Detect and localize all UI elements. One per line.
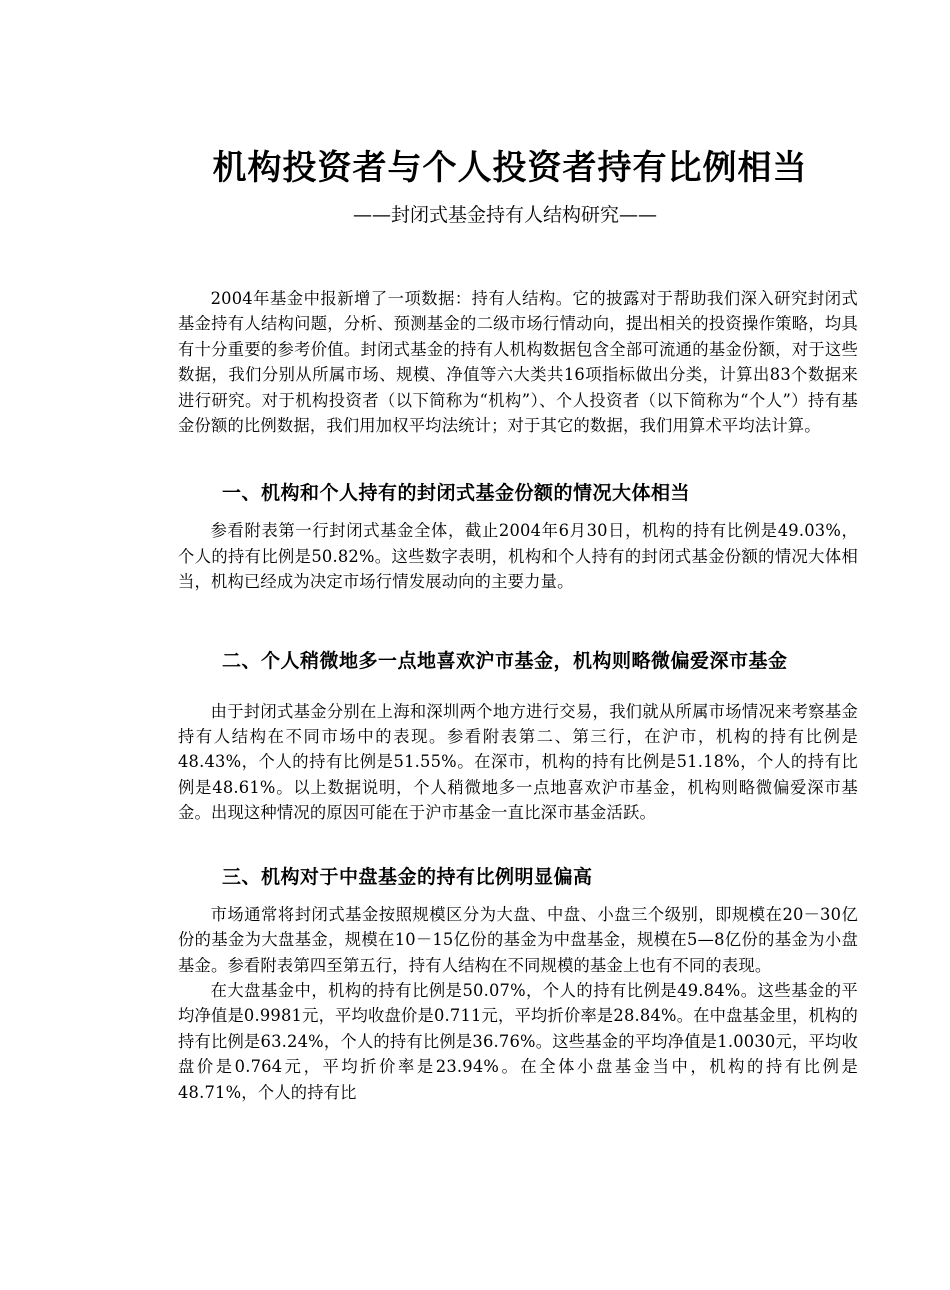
section-1-paragraph: 参看附表第一行封闭式基金全体，截止2004年6月30日，机构的持有比例是49.03%，个人的持有比例是50.82%。这些数字表明，机构和个人持有的封闭式基金份额的情况大体相当，机构已经成为决定市场行情发展动向的主要力量。 [178,521,858,592]
section-2-paragraph: 由于封闭式基金分别在上海和深圳两个地方进行交易，我们就从所属市场情况来考察基金持有人结构在不同市场中的表现。参看附表第二、第三行，在沪市，机构的持有比例是48.43%，个人的持有比例是51.55%。在深市，机构的持有比例是51.18%，个人的持有比例是48.61%。以上数据说明，个人稍微地多一点地喜欢沪市基金，机构则略微偏爱深市基金。出现这种情况的原因可能在于沪市基金一直比深市基金活跃。 [178,701,858,823]
section-2-heading: 二、个人稍微地多一点地喜欢沪市基金，机构则略微偏爱深市基金 [222,649,788,672]
section-1-heading: 一、机构和个人持有的封闭式基金份额的情况大体相当 [222,482,691,505]
document-subtitle: ——封闭式基金持有人结构研究—— [352,204,657,226]
section-3-paragraph-2: 在大盘基金中，机构的持有比例是50.07%，个人的持有比例是49.84%。这些基金的平均净值是0.9981元，平均收盘价是0.711元，平均折价率是28.84%。在中盘基金里，机构的持有比例是63.24%，个人的持有比例是36.76%。这些基金的平均净值是1.0030元，平均收盘价是0.764元，平均折价率是23.94%。在全体小盘基金当中，机构的持有比例是48.71%，个人的持有比 [178,980,858,1102]
document-body [178,286,858,1105]
intro-paragraph: 2004年基金中报新增了一项数据：持有人结构。它的披露对于帮助我们深入研究封闭式基金持有人结构问题，分析、预测基金的二级市场行情动向，提出相关的投资操作策略，均具有十分重要的参考价值。封闭式基金的持有人机构数据包含全部可流通的基金份额，对于这些数据，我们分别从所属市场、规模、净值等六大类共16项指标做出分类，计算出83个数据来进行研究。对于机构投资者（以下简称为“机构”）、个人投资者（以下简称为“个人”）持有基金份额的比例数据，我们用加权平均法统计；对于其它的数据，我们用算术平均法计算。 [178,289,858,436]
document-title: 机构投资者与个人投资者持有比例相当 [212,148,808,188]
section-3-paragraph-1: 市场通常将封闭式基金按照规模区分为大盘、中盘、小盘三个级别，即规模在20－30亿份的基金为大盘基金，规模在10－15亿份的基金为中盘基金，规模在5—8亿份的基金为小盘基金。参看附表第四至第五行，持有人结构在不同规模的基金上也有不同的表现。 [178,904,858,975]
section-3-heading: 三、机构对于中盘基金的持有比例明显偏高 [222,865,593,888]
